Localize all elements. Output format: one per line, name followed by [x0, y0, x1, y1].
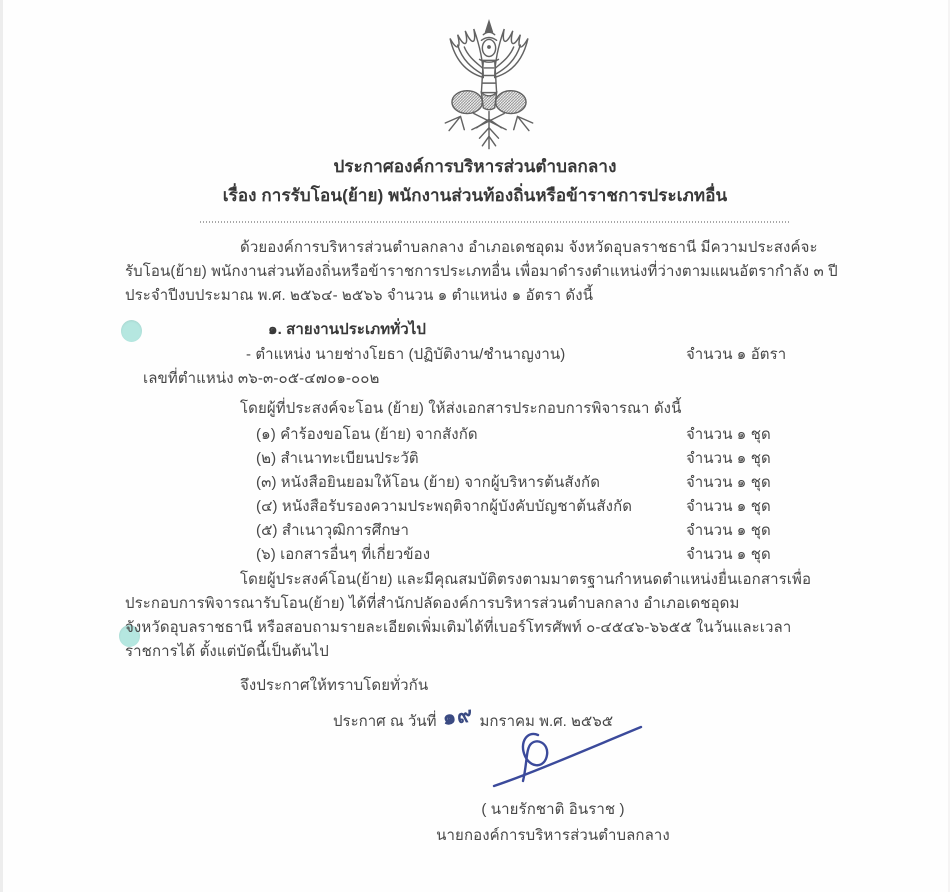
document-item-label: (๖) เอกสารอื่นๆ ที่เกี่ยวข้อง	[256, 546, 431, 563]
paragraph2-line3: จังหวัดอุบลราชธานี หรือสอบถามรายละเอียดเพิ่มเติมได้ที่เบอร์โทรศัพท์ ๐-๔๕๔๖-๖๖๕๕ ในวันและเวลา	[125, 619, 792, 636]
document-item-label: (๑) คำร้องขอโอน (ย้าย) จากสังกัด	[256, 426, 478, 443]
handwritten-day: ๑๙	[441, 703, 475, 730]
section1-position-count: จำนวน ๑ อัตรา	[686, 346, 787, 363]
document-item-count: จำนวน ๑ ชุด	[686, 426, 771, 443]
paragraph2-line1: โดยผู้ประสงค์โอน(ย้าย) และมีคุณสมบัติตรงตามมาตรฐานกำหนดตำแหน่งยื่นเอกสารเพื่อ	[240, 571, 812, 588]
section1-position: - ตำแหน่ง นายช่างโยธา (ปฏิบัติงาน/ชำนาญงาน)	[246, 346, 566, 363]
date-prefix: ประกาศ ณ วันที่	[333, 713, 437, 730]
paragraph1-line3: ประจำปีงบประมาณ พ.ศ. ๒๕๖๔- ๒๕๖๖ จำนวน ๑ ตำแหน่ง ๑ อัตรา ดังนี้	[125, 287, 594, 304]
document-item-count: จำนวน ๑ ชุด	[686, 546, 771, 563]
document-item-label: (๔) หนังสือรับรองความประพฤติจากผู้บังคับบัญชาต้นสังกัด	[256, 498, 633, 515]
date-suffix: มกราคม พ.ศ. ๒๕๖๕	[479, 713, 614, 730]
document-item-label: (๕) สำเนาวุฒิการศึกษา	[256, 522, 410, 539]
closing-statement: จึงประกาศให้ทราบโดยทั่วกัน	[240, 677, 429, 694]
document-item-count: จำนวน ๑ ชุด	[686, 450, 771, 467]
document-title-line2: เรื่อง การรับโอน(ย้าย) พนักงานส่วนท้องถิ่นหรือข้าราชการประเภทอื่น	[222, 186, 728, 205]
document-item-label: (๒) สำเนาทะเบียนประวัติ	[256, 450, 419, 467]
documents-intro: โดยผู้ที่ประสงค์จะโอน (ย้าย) ให้ส่งเอกสารประกอบการพิจารณา ดังนี้	[240, 400, 682, 417]
paragraph2-line4: ราชการได้ ตั้งแต่บัดนี้เป็นต้นไป	[125, 643, 329, 660]
signer-title: นายกองค์การบริหารส่วนตำบลกลาง	[436, 827, 670, 844]
dotted-divider	[200, 221, 790, 223]
document-title-line1: ประกาศองค์การบริหารส่วนตำบลกลาง	[333, 157, 617, 176]
hole-punch-top	[121, 320, 142, 342]
document-item-count: จำนวน ๑ ชุด	[686, 474, 771, 491]
paragraph1-line1: ด้วยองค์การบริหารส่วนตำบลกลาง อำเภอเดชอุดม จังหวัดอุบลราชธานี มีความประสงค์จะ	[240, 239, 818, 256]
section1-heading: ๑. สายงานประเภททั่วไป	[268, 321, 427, 338]
signer-name: ( นายรักชาติ อินราช )	[481, 801, 625, 818]
signature-ink-icon	[486, 722, 648, 798]
paragraph1-line2: รับโอน(ย้าย) พนักงานส่วนท้องถิ่นหรือข้าราชการประเภทอื่น เพื่อมาดำรงตำแหน่งที่ว่างตามแผนอัตรากำลัง ๓ ปี	[125, 263, 838, 280]
document-item-label: (๓) หนังสือยินยอมให้โอน (ย้าย) จากผู้บริหารต้นสังกัด	[256, 474, 601, 491]
paragraph2-line2: ประกอบการพิจารณารับโอน(ย้าย) ได้ที่สำนักปลัดองค์การบริหารส่วนตำบลกลาง อำเภอเดชอุดม	[125, 595, 740, 612]
document-item-count: จำนวน ๑ ชุด	[686, 498, 771, 515]
section1-position-number: เลขที่ตำแหน่ง ๓๖-๓-๐๕-๔๗๐๑-๐๐๒	[143, 370, 380, 387]
document-item-count: จำนวน ๑ ชุด	[686, 522, 771, 539]
garuda-emblem-icon	[432, 14, 546, 156]
